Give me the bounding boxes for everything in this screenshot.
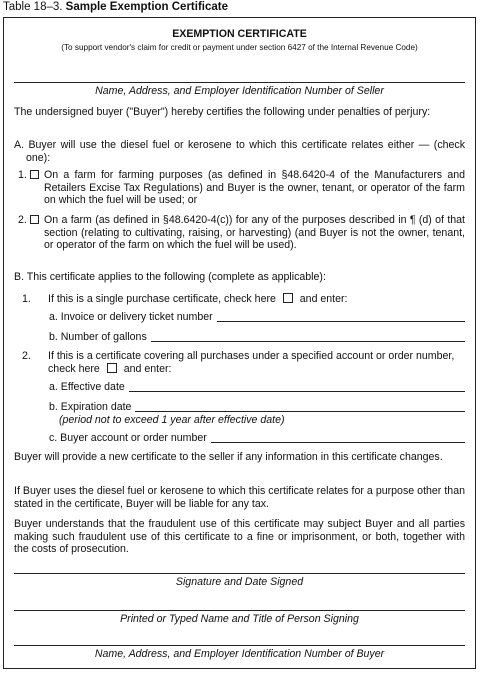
gallons-label: b. Number of gallons [49,331,147,344]
invoice-number-field[interactable] [217,311,465,322]
option-1-checkbox[interactable] [30,170,39,179]
invoice-number-row [49,311,465,324]
item-2-number: 2. [22,350,31,362]
section-b-text: B. This certificate applies to the following (complete as applicable): [14,271,326,283]
fraud-paragraph: Buyer understands that the fraudulent use of this certificate may subject Buyer and all parties making such fraudulent use of this certificate to a fine or imprisonment, or both, together with the costs of prosecution. [14,518,465,556]
other-use-paragraph: If Buyer uses the diesel fuel or kerosene to which this certificate relates for a purpose other than stated in the certificate, Buyer will be liable for any tax. [14,485,465,510]
certificate-heading: EXEMPTION CERTIFICATE [172,28,307,40]
item-2-text: If this is a certificate covering all purchases under a specified account or order number, check here [48,350,455,375]
expiration-date-note: (period not to exceed 1 year after effective date) [59,414,285,426]
seller-info-caption: Name, Address, and Employer Identification Number of Seller [95,85,384,97]
signature-line[interactable] [14,573,465,574]
printed-name-line[interactable] [14,610,465,611]
option-1-number: 1. [18,169,27,181]
seller-info-line[interactable] [14,82,465,83]
table-title-text: Sample Exemption Certificate [65,1,228,13]
account-number-row [49,432,465,445]
intro-paragraph: The undersigned buyer ("Buyer") hereby certifies the following under penalties of perjury: [14,106,431,118]
exemption-certificate-box [3,17,476,669]
buyer-info-line[interactable] [14,645,465,646]
single-purchase-checkbox[interactable] [283,293,293,303]
printed-name-caption: Printed or Typed Name and Title of Person Signing [120,613,359,625]
option-2-text: On a farm (as defined in §48.6420-4(c)) for any of the purposes described in ¶ (d) of that section (relating to cultivating, raising, or harvesting) (and Buyer is not the owner, tenant, or operator of the farm on which the fuel will be used). [44,214,465,252]
gallons-row [49,331,465,344]
option-2-number: 2. [18,214,27,226]
item-1-number: 1. [22,293,31,305]
new-certificate-paragraph: Buyer will provide a new certificate to the seller if any information in this certificate changes. [14,451,443,463]
expiration-date-field[interactable] [135,401,465,412]
table-title-prefix: Table 18–3. [3,1,63,13]
item-1-text: If this is a single purchase certificate, check here [48,293,276,305]
expiration-date-row [49,401,465,414]
gallons-field[interactable] [151,331,465,342]
effective-date-label: a. Effective date [49,381,125,394]
expiration-date-label: b. Expiration date [49,401,132,414]
option-2-checkbox[interactable] [30,215,39,224]
item-1-text-after: and enter: [299,293,348,305]
effective-date-field[interactable] [129,381,465,392]
buyer-info-caption: Name, Address, and Employer Identification Number of Buyer [94,648,385,660]
certificate-subheading: (To support vendor's claim for credit or payment under section 6427 of the Internal Revenue Code) [61,43,418,52]
invoice-number-label: a. Invoice or delivery ticket number [49,311,213,324]
table-title [3,1,228,15]
account-number-field[interactable] [211,432,465,443]
account-number-label: c. Buyer account or order number [49,432,207,445]
section-a-text: A. Buyer will use the diesel fuel or kerosene to which this certificate relates either — (check one): [14,139,465,164]
option-1-text: On a farm for farming purposes (as defined in §48.6420-4 of the Manufacturers and Retailers Excise Tax Regulations) and Buyer is the owner, tenant, or operator of the farm on which the fuel will be used; or [44,169,465,207]
item-2-text-after: and enter: [123,362,172,375]
effective-date-row [49,381,465,394]
signature-caption: Signature and Date Signed [175,576,304,588]
specified-account-checkbox[interactable] [107,363,117,373]
